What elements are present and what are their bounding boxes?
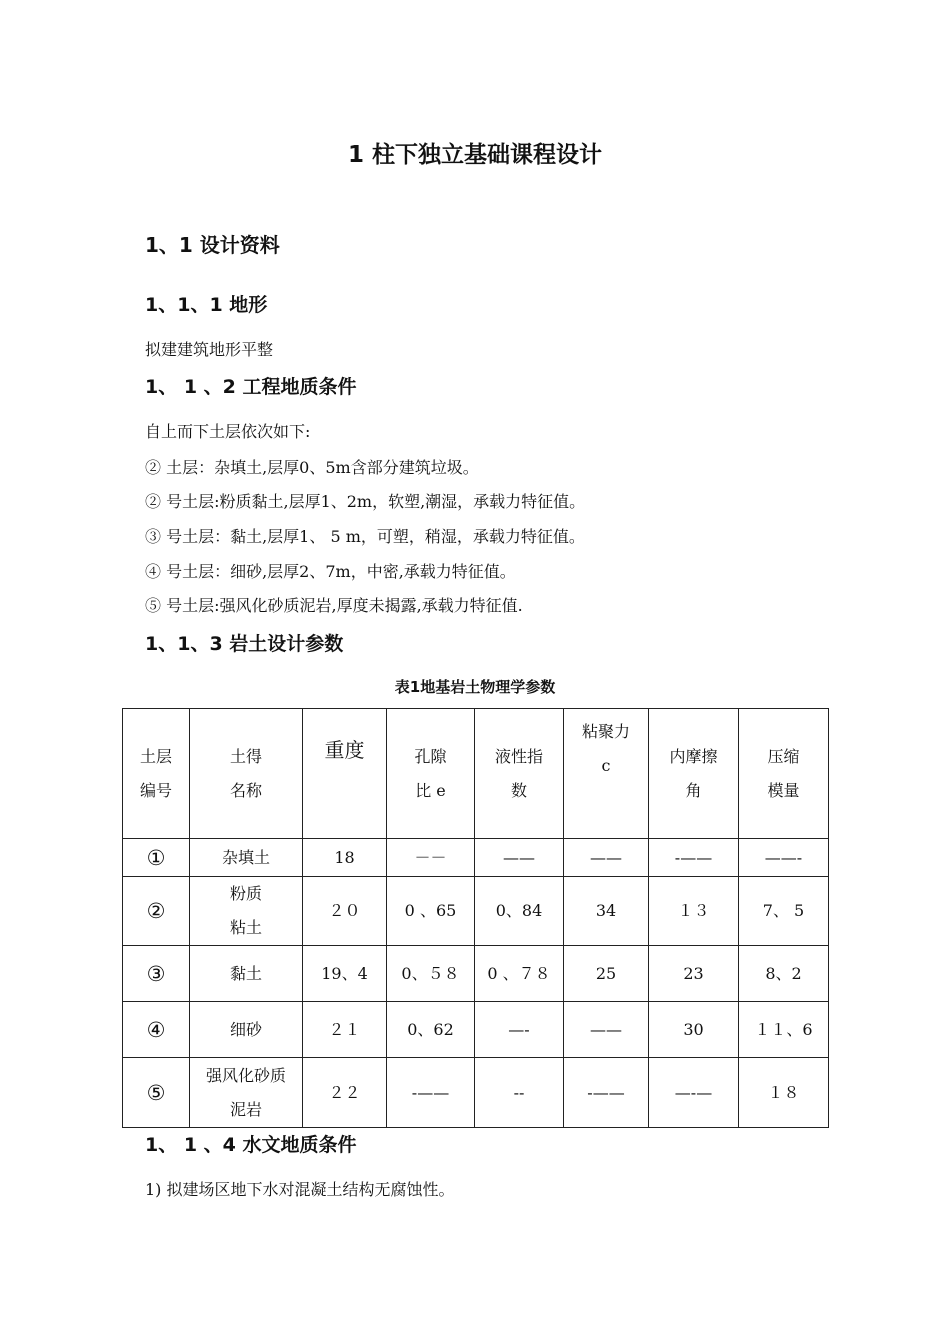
table-cell: ２１ xyxy=(303,1002,387,1058)
table-header-row xyxy=(123,709,829,839)
layer-line: ② 土层：杂填土,层厚0、5m含部分建筑垃圾。 xyxy=(145,458,479,477)
header-cell-friction-angle: 内摩擦 角 xyxy=(649,709,739,839)
table-cell: 0 、７８ xyxy=(475,946,564,1002)
table-cell: －－ xyxy=(387,839,475,877)
table-caption: 表1地基岩土物理学参数 xyxy=(394,678,556,696)
table-cell: 23 xyxy=(649,946,739,1002)
header-cell-compression-modulus: 压缩 模量 xyxy=(739,709,829,839)
layer-line: ④ 号土层：细砂,层厚2、7m，中密,承载力特征值。 xyxy=(145,562,516,581)
table-cell: ④ xyxy=(123,1002,190,1058)
table-cell: １３ xyxy=(649,877,739,946)
page-title: 1 柱下独立基础课程设计 xyxy=(347,142,602,168)
table-cell: -- xyxy=(475,1058,564,1128)
table-cell: １１、6 xyxy=(739,1002,829,1058)
table-cell: —- xyxy=(475,1002,564,1058)
header-cell-layer-no: 土层 编号 xyxy=(123,709,190,839)
table-cell: 0、84 xyxy=(475,877,564,946)
table-cell: ２２ xyxy=(303,1058,387,1128)
header-cell-unit-weight: 重度 xyxy=(303,709,387,839)
table-cell: —— xyxy=(475,839,564,877)
table-row xyxy=(123,839,829,877)
table-cell: -—— xyxy=(649,839,739,877)
hydro-list-item: 1) 拟建场区地下水对混凝土结构无腐蚀性。 xyxy=(145,1180,455,1199)
table-cell: 30 xyxy=(649,1002,739,1058)
table-cell: —-— xyxy=(649,1058,739,1128)
table-cell: 19、4 xyxy=(303,946,387,1002)
table-cell: 强风化砂质 泥岩 xyxy=(190,1058,303,1128)
section-heading-1-1-1: 1、1、1 地形 xyxy=(145,294,268,316)
table-row xyxy=(123,877,829,946)
header-cell-liquidity-index: 液性指 数 xyxy=(475,709,564,839)
table-row xyxy=(123,1002,829,1058)
table-cell: 0、５８ xyxy=(387,946,475,1002)
terrain-paragraph: 拟建建筑地形平整 xyxy=(145,340,274,359)
table-cell: 25 xyxy=(564,946,649,1002)
section-heading-1-1-4: 1、 1 、4 水文地质条件 xyxy=(145,1134,357,1156)
layer-line: ⑤ 号土层:强风化砂质泥岩,厚度未揭露,承载力特征值. xyxy=(145,596,523,615)
layer-line: ③ 号土层：黏土,层厚1、 5 m，可塑，稍湿，承载力特征值。 xyxy=(145,527,585,546)
table-cell: 8、2 xyxy=(739,946,829,1002)
table-cell: ２０ xyxy=(303,877,387,946)
section-heading-1-1: 1、1 设计资料 xyxy=(145,233,280,257)
table-cell: ② xyxy=(123,877,190,946)
soil-parameters-table xyxy=(122,708,829,1128)
table-cell: —— xyxy=(564,839,649,877)
table-cell: 7、 5 xyxy=(739,877,829,946)
header-cell-void-ratio: 孔隙 比 e xyxy=(387,709,475,839)
table-cell: ③ xyxy=(123,946,190,1002)
header-cell-cohesion: 粘聚力 c xyxy=(564,709,649,839)
table-cell: -—— xyxy=(564,1058,649,1128)
table-cell: 18 xyxy=(303,839,387,877)
table-cell: ① xyxy=(123,839,190,877)
table-cell: 粉质 粘土 xyxy=(190,877,303,946)
section-heading-1-1-2: 1、 1 、2 工程地质条件 xyxy=(145,376,357,398)
table-cell: ⑤ xyxy=(123,1058,190,1128)
table-cell: —— xyxy=(564,1002,649,1058)
table-cell: -—— xyxy=(387,1058,475,1128)
table-cell: 0 、65 xyxy=(387,877,475,946)
table-cell: ——- xyxy=(739,839,829,877)
table-row xyxy=(123,946,829,1002)
table-cell: 杂填土 xyxy=(190,839,303,877)
table-row xyxy=(123,1058,829,1128)
geology-intro: 自上而下土层依次如下: xyxy=(145,422,311,441)
header-cell-soil-name: 土得 名称 xyxy=(190,709,303,839)
table-cell: 0、62 xyxy=(387,1002,475,1058)
table-cell: 34 xyxy=(564,877,649,946)
layer-line: ② 号土层:粉质黏土,层厚1、2m，软塑,潮湿，承载力特征值。 xyxy=(145,492,586,511)
table-cell: １８ xyxy=(739,1058,829,1128)
table-cell: 细砂 xyxy=(190,1002,303,1058)
section-heading-1-1-3: 1、1、3 岩土设计参数 xyxy=(145,633,344,655)
table-cell: 黏土 xyxy=(190,946,303,1002)
